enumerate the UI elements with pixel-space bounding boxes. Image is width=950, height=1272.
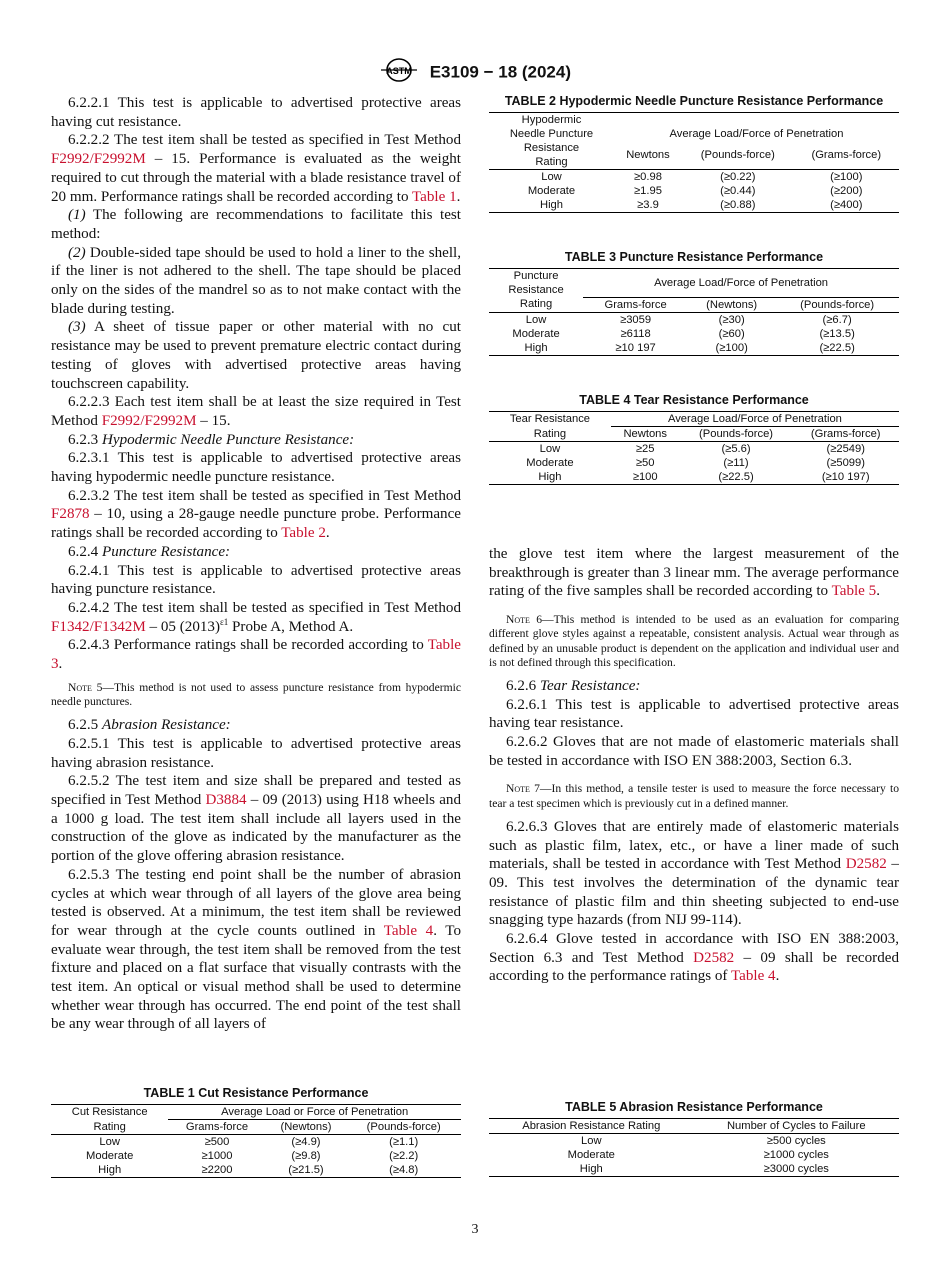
para-6-2-6-3: 6.2.6.3 Gloves that are entirely made of elastomeric materials such as plastic film, latex, etc., or have a liner made of such materials, shall be tested in accordance with Test Method D2582 – 09. This test involves the determination of the dynamic tear resistance of plastic film and thin sheeting subjected to end-use snagging type hazards (from NIJ 99-114). <box>489 818 899 929</box>
ref-d2582-link[interactable]: D2582 <box>845 856 887 873</box>
note-5: Note 5—This method is not used to assess puncture resistance from hypodermic needle punctures. <box>51 680 461 708</box>
ref-table1-link[interactable]: Table 1 <box>412 188 457 205</box>
para-6-2-5: 6.2.5 Abrasion Resistance: <box>68 717 231 734</box>
table-row: Low ≥500 (≥4.9) (≥1.1) <box>99 1136 419 1148</box>
para-6-2-3-2: 6.2.3.2 The test item shall be tested as specified in Test Method F2878 – 10, using a 28-gauge needle puncture probe. Performance ratings shall be recorded according to Table 2. <box>51 487 461 542</box>
table-row: High ≥2200 (≥21.5) (≥4.8) <box>51 1163 461 1178</box>
table-row: Low ≥0.98 (≥0.22) (≥100) <box>489 170 899 185</box>
table-row: Moderate ≥6118 (≥60) (≥13.5) <box>512 327 855 340</box>
right-column <box>489 545 899 986</box>
para-6-2-4-2: 6.2.4.2 The test item shall be tested as specified in Test Method F1342/F1342M – 05 $(2013)^{\varepsilon 1}$ Probe A, Method A. <box>51 599 461 635</box>
table-row: High ≥10 197 (≥100) (≥22.5) <box>489 341 899 356</box>
table-row: High ≥100 (≥22.5) (≥10 197) <box>489 470 899 485</box>
table-3: TABLE 3 Puncture Resistance Performance Puncture Average Load/Force of Penetration Resistance Rating Grams-force (Newtons) (Pounds-force) Low ≥3059 (≥30) (≥6.7) Moderate ≥6118 (≥60) (≥13.5) High ≥10 197 (≥100) (≥22.5) <box>489 250 899 356</box>
table-2-caption: TABLE 2 Hypodermic Needle Puncture Resistance Performance <box>504 94 884 108</box>
table-row: Moderate ≥1000 (≥9.8) (≥2.2) <box>86 1150 419 1162</box>
para-6-2-6: 6.2.6 Tear Resistance: <box>506 677 641 694</box>
para-6-2-2-2: 6.2.2.2 The test item shall be tested as specified in Test Method F2992/F2992M – 15. Performance is evaluated as the weight required to cut through the material with a blade resistance travel of 20 mm. Performance ratings shall be recorded according to Table 1. <box>51 132 461 205</box>
table-1-caption: TABLE 1 Cut Resistance Performance <box>143 1086 369 1100</box>
table-1: TABLE 1 Cut Resistance Performance Cut Resistance Average Load or Force of Penetration Rating Grams-force (Newtons) (Pounds-force) Low ≥500 (≥4.9) (≥1.1) Moderate ≥1000 (≥9.8) (≥2.2) High ≥2200 (≥21.5) (≥4.8) <box>51 1086 461 1178</box>
para-6-2-5-3: 6.2.5.3 The testing end point shall be the number of abrasion cycles at which wear through of all layers of the glove area being tested is observed. At a minimum, the test item shall be reviewed for wear through at the cycle counts outlined in Table 4. To evaluate wear through, the test item shall be removed from the test fixture and placed on a flat surface that visually contrasts with the test item. An optical or visual method shall be used to determine whether wear through has occurred. The end point of the test shall be any wear through of all layers of <box>51 866 461 1033</box>
para-6-2-2-1: 6.2.2.1 This test is applicable to advertised protective areas having cut resistance. <box>51 95 461 130</box>
ref-f2992-link[interactable]: F2992/F2992M <box>51 151 146 168</box>
ref-f1342-link[interactable]: F1342/F1342M <box>51 618 146 635</box>
para-6-2-3: 6.2.3 Hypodermic Needle Puncture Resistance: <box>68 431 355 448</box>
para-6-2-4-3: 6.2.4.3 Performance ratings shall be recorded according to Table 3. <box>51 637 461 673</box>
table-row: Moderate ≥1.95 (≥0.44) (≥200) <box>527 185 863 197</box>
ref-table2-link[interactable]: Table 2 <box>281 525 326 542</box>
para-6-2-6-1: 6.2.6.1 This test is applicable to advertised protective areas having tear resistance. <box>489 696 899 732</box>
table-5: TABLE 5 Abrasion Resistance Performance Abrasion Resistance Rating Number of Cycles to Failure Low ≥500 cycles Moderate ≥1000 cycles High ≥3000 cycles <box>489 1100 899 1177</box>
ref-table4-link[interactable]: Table 4 <box>730 968 776 985</box>
para-6-2-5-1: 6.2.5.1 This test is applicable to advertised protective areas having abrasion resistance. <box>51 735 461 771</box>
table-2: TABLE 2 Hypodermic Needle Puncture Resistance Performance Hypodermic Average Load/Force of Penetration Needle Puncture Resistance Newtons (Pounds-force) (Grams-force) Rating Low ≥0.98 (≥0.22) (≥100) Moderate ≥1.95 (≥0.44) (≥200) High ≥3.9 (≥0.88) (≥400) <box>489 94 899 213</box>
para-rec-3: (3) A sheet of tissue paper or other material with no cut resistance may be used to prevent premature electric contact during testing of gloves with advertised protective areas having touchscreen capability. <box>51 319 461 392</box>
para-6-2-4-1: 6.2.4.1 This test is applicable to advertised protective areas having puncture resistance. <box>51 562 461 598</box>
ref-table5-link[interactable]: Table 5 <box>831 583 877 600</box>
svg-text:ASTM: ASTM <box>386 66 412 76</box>
ref-table4-link[interactable]: Table 4 <box>383 922 434 939</box>
table-5-caption: TABLE 5 Abrasion Resistance Performance <box>565 1100 823 1114</box>
note-7: Note 7—In this method, a tensile tester is used to measure the force necessary to tear a test specimen which is previously cut in a defined manner. <box>489 782 899 810</box>
table-row: Moderate ≥1000 cycles <box>567 1149 829 1161</box>
table-4: TABLE 4 Tear Resistance Performance Tear Resistance Average Load/Force of Penetration Rating Newtons (Pounds-force) (Grams-force) Low ≥25 (≥5.6) (≥2549) Moderate ≥50 (≥11) (≥5099) High ≥100 (≥22.5) (≥10 197) <box>489 393 899 485</box>
para-rec-2: (2) Double-sided tape should be used to hold a liner to the shell, if the liner is not adhered to the shell. The tape should be placed only on the sides of the mandrel so as to not make contact with the blade during testing. <box>51 244 461 317</box>
page-number: 3 <box>471 1222 479 1237</box>
table-row: Low ≥500 cycles <box>581 1135 826 1147</box>
ref-f2992-link[interactable]: F2992/F2992M <box>101 412 197 429</box>
para-6-2-5-2: 6.2.5.2 The test item and size shall be prepared and tested as specified in Test Method D3884 – 09 (2013) using H18 wheels and a 1000 g load. The test item shall include all layers used in the construction of the glove as indicated by the manufacturer as the portion of the glove offering abrasion resistance. <box>51 773 461 865</box>
astm-logo-icon <box>379 58 419 87</box>
table-row: High ≥3.9 (≥0.88) (≥400) <box>489 198 899 213</box>
para-continued: the glove test item where the largest measurement of the breakthrough is greater than 3 linear mm. The average performance rating of the five samples shall be recorded according to Table 5. <box>489 546 899 600</box>
left-column <box>51 94 461 1034</box>
table-row: Moderate ≥50 (≥11) (≥5099) <box>526 457 865 469</box>
table-4-caption: TABLE 4 Tear Resistance Performance <box>579 393 809 407</box>
table-3-caption: TABLE 3 Puncture Resistance Performance <box>564 250 824 264</box>
para-6-2-6-4: 6.2.6.4 Glove tested in accordance with ISO EN 388:2003, Section 6.3 and Test Method D2582 – 09 shall be recorded according to the performance ratings of Table 4. <box>489 931 899 985</box>
para-6-2-4: 6.2.4 Puncture Resistance: <box>68 543 231 560</box>
ref-table3-link[interactable]: Table 3 <box>51 637 461 673</box>
note-6: Note 6—This method is intended to be used as an evaluation for comparing different glove styles against a repeatable, consistent analysis. Actual wear through as defined by an unusable product is dependent on the application and individual user and is not defined through this specification. <box>489 613 899 669</box>
table-row: Low ≥3059 (≥30) (≥6.7) <box>525 313 852 326</box>
ref-f2878-link[interactable]: F2878 <box>51 506 90 523</box>
para-6-2-6-2: 6.2.6.2 Gloves that are not made of elastomeric materials shall be tested in accordance with ISO EN 388:2003, Section 6.3. <box>489 734 899 769</box>
para-6-2-2-3: 6.2.2.3 Each test item shall be at least the size required in Test Method F2992/F2992M – 15. <box>51 394 461 429</box>
ref-d2582-link[interactable]: D2582 <box>693 949 735 966</box>
ref-d3884-link[interactable]: D3884 <box>205 792 247 809</box>
page-header <box>0 58 950 87</box>
para-rec-1: (1) The following are recommendations to facilitate this test method: <box>51 207 461 242</box>
table-row: High ≥3000 cycles <box>489 1162 899 1177</box>
table-row: Low ≥25 (≥5.6) (≥2549) <box>539 443 865 455</box>
standard-designation: E3109 − 18 (2024) <box>429 62 572 82</box>
para-6-2-3-1: 6.2.3.1 This test is applicable to advertised protective areas having hypodermic needle puncture resistance. <box>51 450 461 486</box>
